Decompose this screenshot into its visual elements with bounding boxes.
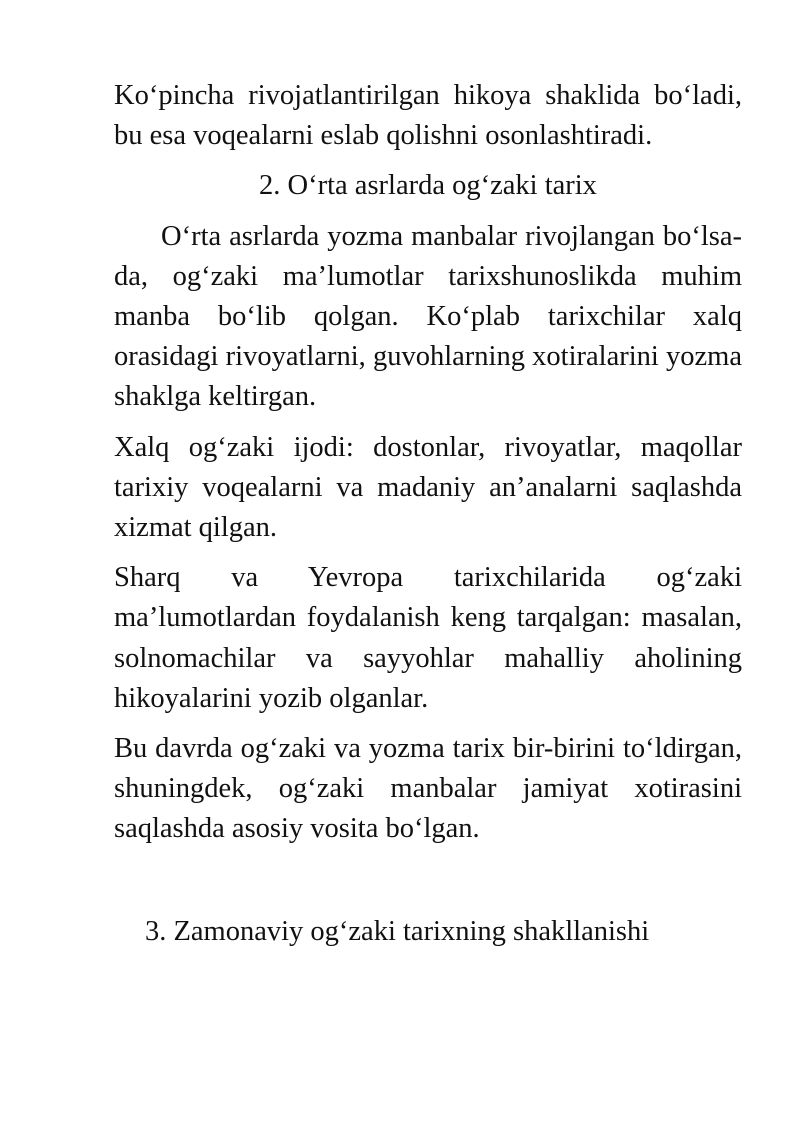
section-2-paragraph-3: Sharq va Yevropa tarixchilarida og‘zaki ma’lumotlardan foydalanish keng tarqalgan: masalan, solnomachilar va sayyohlar mahalliy aholining hikoyalarini yozib olganlar.: [114, 562, 742, 714]
section-2-paragraph-4: Bu davrda og‘zaki va yozma tarix bir-birini to‘ldirgan, shuningdek, og‘zaki manbalar jamiyat xotirasini saqlashda asosiy vosita bo‘lgan.: [114, 733, 742, 845]
section-3-heading: 3. Zamonaviy og‘zaki tarixning shakllanishi: [145, 915, 650, 947]
intro-paragraph: Ko‘pincha rivojatlantirilgan hikoya shaklida bo‘ladi, bu esa voqealarni eslab qolishni osonlashtiradi.: [114, 80, 742, 152]
section-2-paragraph-2: Xalq og‘zaki ijodi: dostonlar, rivoyatlar, maqollar tarixiy voqealarni va madaniy an’analarni saqlashda xizmat qilgan.: [114, 431, 742, 544]
section-2-heading: 2. O‘rta asrlarda og‘zaki tarix: [259, 170, 597, 202]
document-page: [114, 76, 742, 952]
section-2-paragraph-1: O‘rta asrlarda yozma manbalar rivojlangan bo‘lsa-da, og‘zaki ma’lumotlar tarixshunoslikda muhim manba bo‘lib qolgan. Ko‘plab tarixchilar xalq orasidagi rivoyatlarni, guvohlarning xotiralarini yozma shaklga keltirgan.: [114, 220, 742, 413]
